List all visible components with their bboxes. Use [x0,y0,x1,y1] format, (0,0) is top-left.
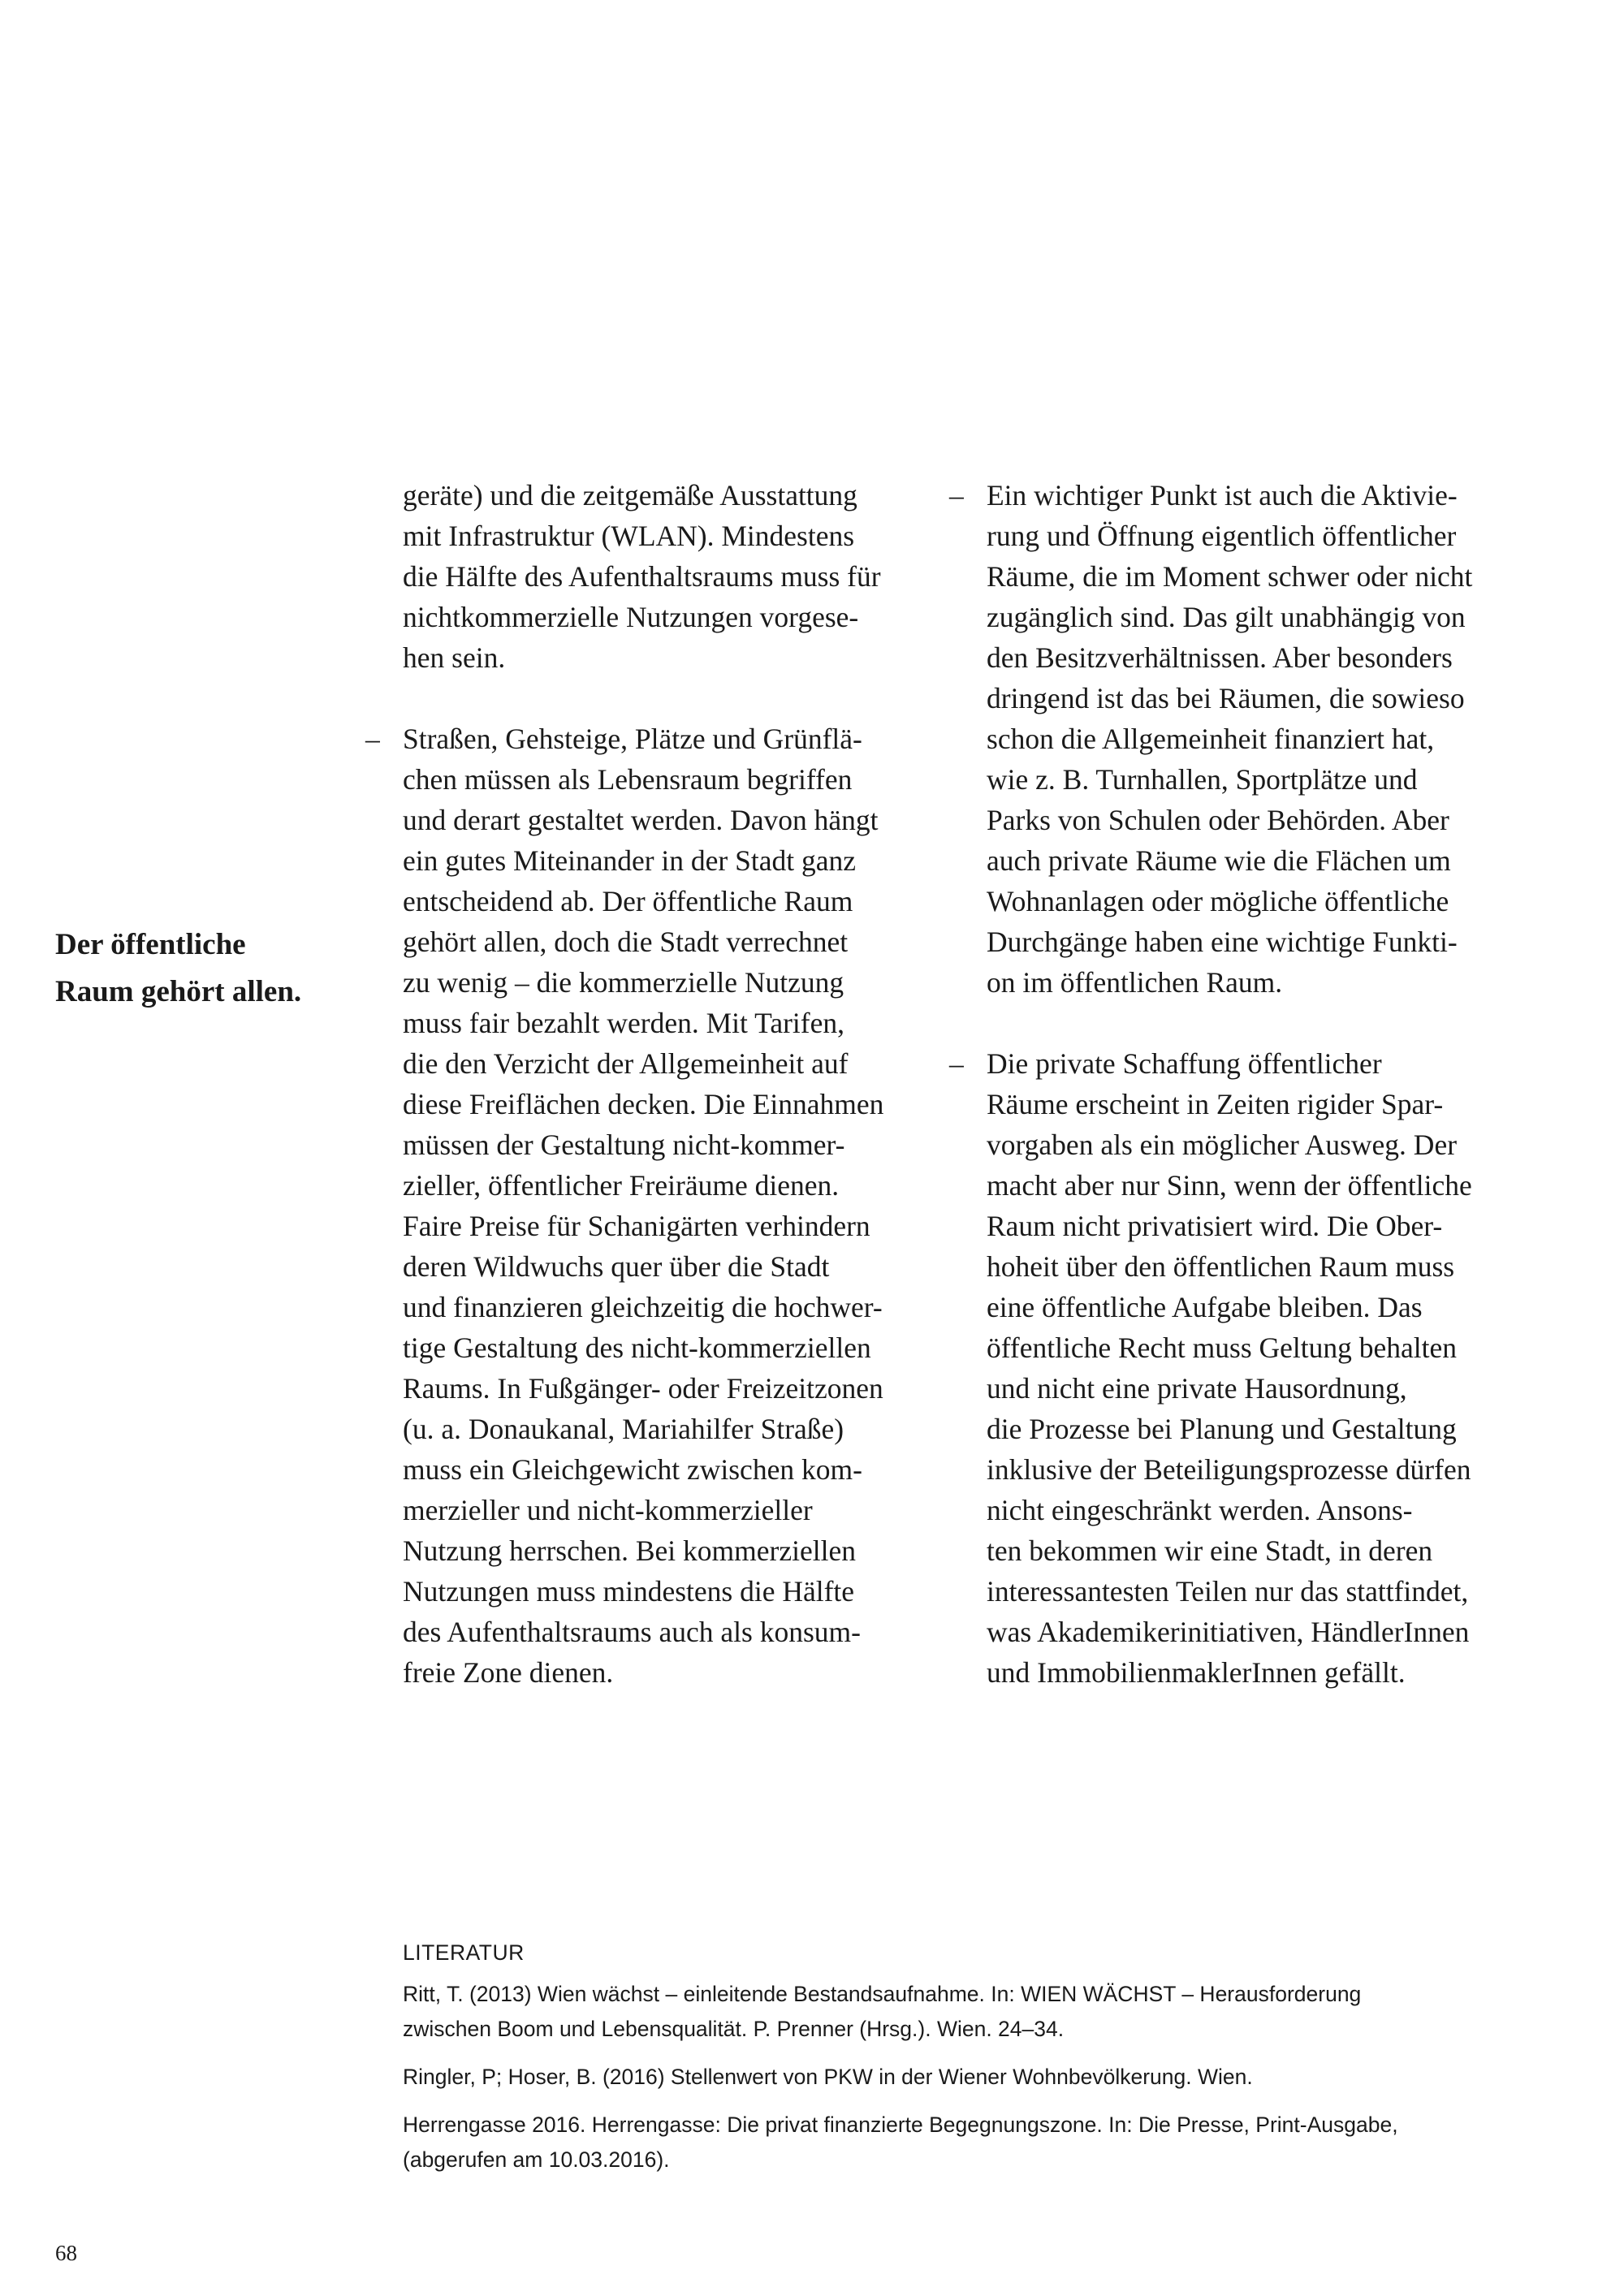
bullet-dash: – [949,479,964,511]
page-number: 68 [55,2241,77,2265]
text-line: die den Verzicht der Allgemeinheit auf [403,1047,849,1080]
text-line: tige Gestaltung des nicht-kommerziellen [403,1331,871,1364]
sidebar-heading [55,921,348,1016]
text-line: zugänglich sind. Das gilt unabhängig von [987,601,1466,633]
text-line: nichtkommerzielle Nutzungen vorgese- [403,601,859,633]
text-line: zieller, öffentlicher Freiräume dienen. [403,1169,840,1202]
text-line: rung und Öffnung eigentlich öffentlicher [987,520,1457,552]
text-line: Nutzung herrschen. Bei kommerziellen [403,1534,856,1567]
text-line: Raums. In Fußgänger- oder Freizeitzonen [403,1372,883,1405]
text-line: muss ein Gleichgewicht zwischen kom- [403,1453,862,1486]
text-line: auch private Räume wie die Flächen um [987,844,1451,877]
text-line: entscheidend ab. Der öffentliche Raum [403,885,853,917]
text-line: chen müssen als Lebensraum begriffen [403,763,853,796]
text-line: und finanzieren gleichzeitig die hochwer- [403,1291,883,1323]
text-line: Räume, die im Moment schwer oder nicht [987,560,1473,593]
text-line: vorgaben als ein möglicher Ausweg. Der [987,1129,1458,1161]
text-line: freie Zone dienen. [403,1656,614,1689]
text-line: was Akademikerinitiativen, HändlerInnen [987,1616,1470,1648]
text-column-left [365,475,955,1733]
bullet-item-streets [365,719,955,1693]
sidebar-heading-line: Der öffentliche [55,928,246,961]
bullet-item-activation [949,475,1539,1003]
text-line: Räume erscheint in Zeiten rigider Spar- [987,1088,1444,1120]
text-line: die Prozesse bei Planung und Gestaltung [987,1413,1457,1445]
sidebar-heading-line: Raum gehört allen. [55,975,302,1008]
reference-entry [403,1977,1556,2047]
paragraph-continuation [403,475,955,678]
text-line: Ein wichtiger Punkt ist auch die Aktivie- [987,479,1458,511]
text-line: ein gutes Miteinander in der Stadt ganz [403,844,856,877]
text-line: Die private Schaffung öffentlicher [987,1047,1382,1080]
text-line: Nutzungen muss mindestens die Hälfte [403,1575,855,1608]
text-line: muss fair bezahlt werden. Mit Tarifen, [403,1007,844,1039]
text-line: Parks von Schulen oder Behörden. Aber [987,804,1449,836]
bullet-item-private-creation [949,1043,1539,1693]
text-line: Straßen, Gehsteige, Plätze und Grünflä- [403,723,862,755]
text-line: diese Freiflächen decken. Die Einnahmen [403,1088,884,1120]
literature-section [403,1936,1556,2190]
text-line: hen sein. [403,641,506,674]
reference-entry [403,2060,1556,2095]
text-line: Faire Preise für Schanigärten verhindern [403,1210,870,1242]
text-line: mit Infrastruktur (WLAN). Mindestens [403,520,855,552]
reference-line: Ringler, P; Hoser, B. (2016) Stellenwert von PKW in der Wiener Wohnbevölkerung. Wien. [403,2065,1253,2089]
reference-line: zwischen Boom und Lebensqualität. P. Prenner (Hrsg.). Wien. 24–34. [403,2017,1065,2041]
text-line: müssen der Gestaltung nicht-kommer- [403,1129,845,1161]
text-line: geräte) und die zeitgemäße Ausstattung [403,479,857,511]
bullet-dash: – [949,1047,964,1080]
text-line: nicht eingeschränkt werden. Ansons- [987,1494,1413,1526]
text-line: und ImmobilienmaklerInnen gefällt. [987,1656,1406,1689]
text-line: zu wenig – die kommerzielle Nutzung [403,966,844,999]
text-line: die Hälfte des Aufenthaltsraums muss für [403,560,881,593]
text-line: dringend ist das bei Räumen, die sowieso [987,682,1465,714]
reference-line: Ritt, T. (2013) Wien wächst – einleitende Bestandsaufnahme. In: WIEN WÄCHST – Herausforderung [403,1982,1362,2006]
text-line: und nicht eine private Hausordnung, [987,1372,1407,1405]
text-line: merzieller und nicht-kommerzieller [403,1494,813,1526]
literature-heading: LITERATUR [403,1940,525,1965]
text-line: öffentliche Recht muss Geltung behalten [987,1331,1458,1364]
text-line: ten bekommen wir eine Stadt, in deren [987,1534,1433,1567]
text-line: Durchgänge haben eine wichtige Funkti- [987,926,1458,958]
text-line: gehört allen, doch die Stadt verrechnet [403,926,849,958]
reference-entry [403,2108,1556,2177]
text-line: inklusive der Beteiligungsprozesse dürfen [987,1453,1471,1486]
text-line: Wohnanlagen oder mögliche öffentliche [987,885,1449,917]
text-line: interessantesten Teilen nur das stattfindet, [987,1575,1469,1608]
text-line: eine öffentliche Aufgabe bleiben. Das [987,1291,1423,1323]
text-line: deren Wildwuchs quer über die Stadt [403,1250,830,1283]
text-line: und derart gestaltet werden. Davon hängt [403,804,879,836]
text-line: wie z. B. Turnhallen, Sportplätze und [987,763,1418,796]
text-line: des Aufenthaltsraums auch als konsum- [403,1616,861,1648]
text-line: on im öffentlichen Raum. [987,966,1283,999]
reference-line: Herrengasse 2016. Herrengasse: Die privat finanzierte Begegnungszone. In: Die Presse, Print-Ausgabe, [403,2113,1398,2137]
text-line: macht aber nur Sinn, wenn der öffentliche [987,1169,1472,1202]
text-line: den Besitzverhältnissen. Aber besonders [987,641,1453,674]
text-line: (u. a. Donaukanal, Mariahilfer Straße) [403,1413,844,1445]
text-line: schon die Allgemeinheit finanziert hat, [987,723,1435,755]
bullet-dash: – [365,723,380,755]
text-line: hoheit über den öffentlichen Raum muss [987,1250,1455,1283]
reference-line: (abgerufen am 10.03.2016). [403,2147,670,2172]
text-line: Raum nicht privatisiert wird. Die Ober- [987,1210,1443,1242]
text-column-right [949,475,1539,1733]
